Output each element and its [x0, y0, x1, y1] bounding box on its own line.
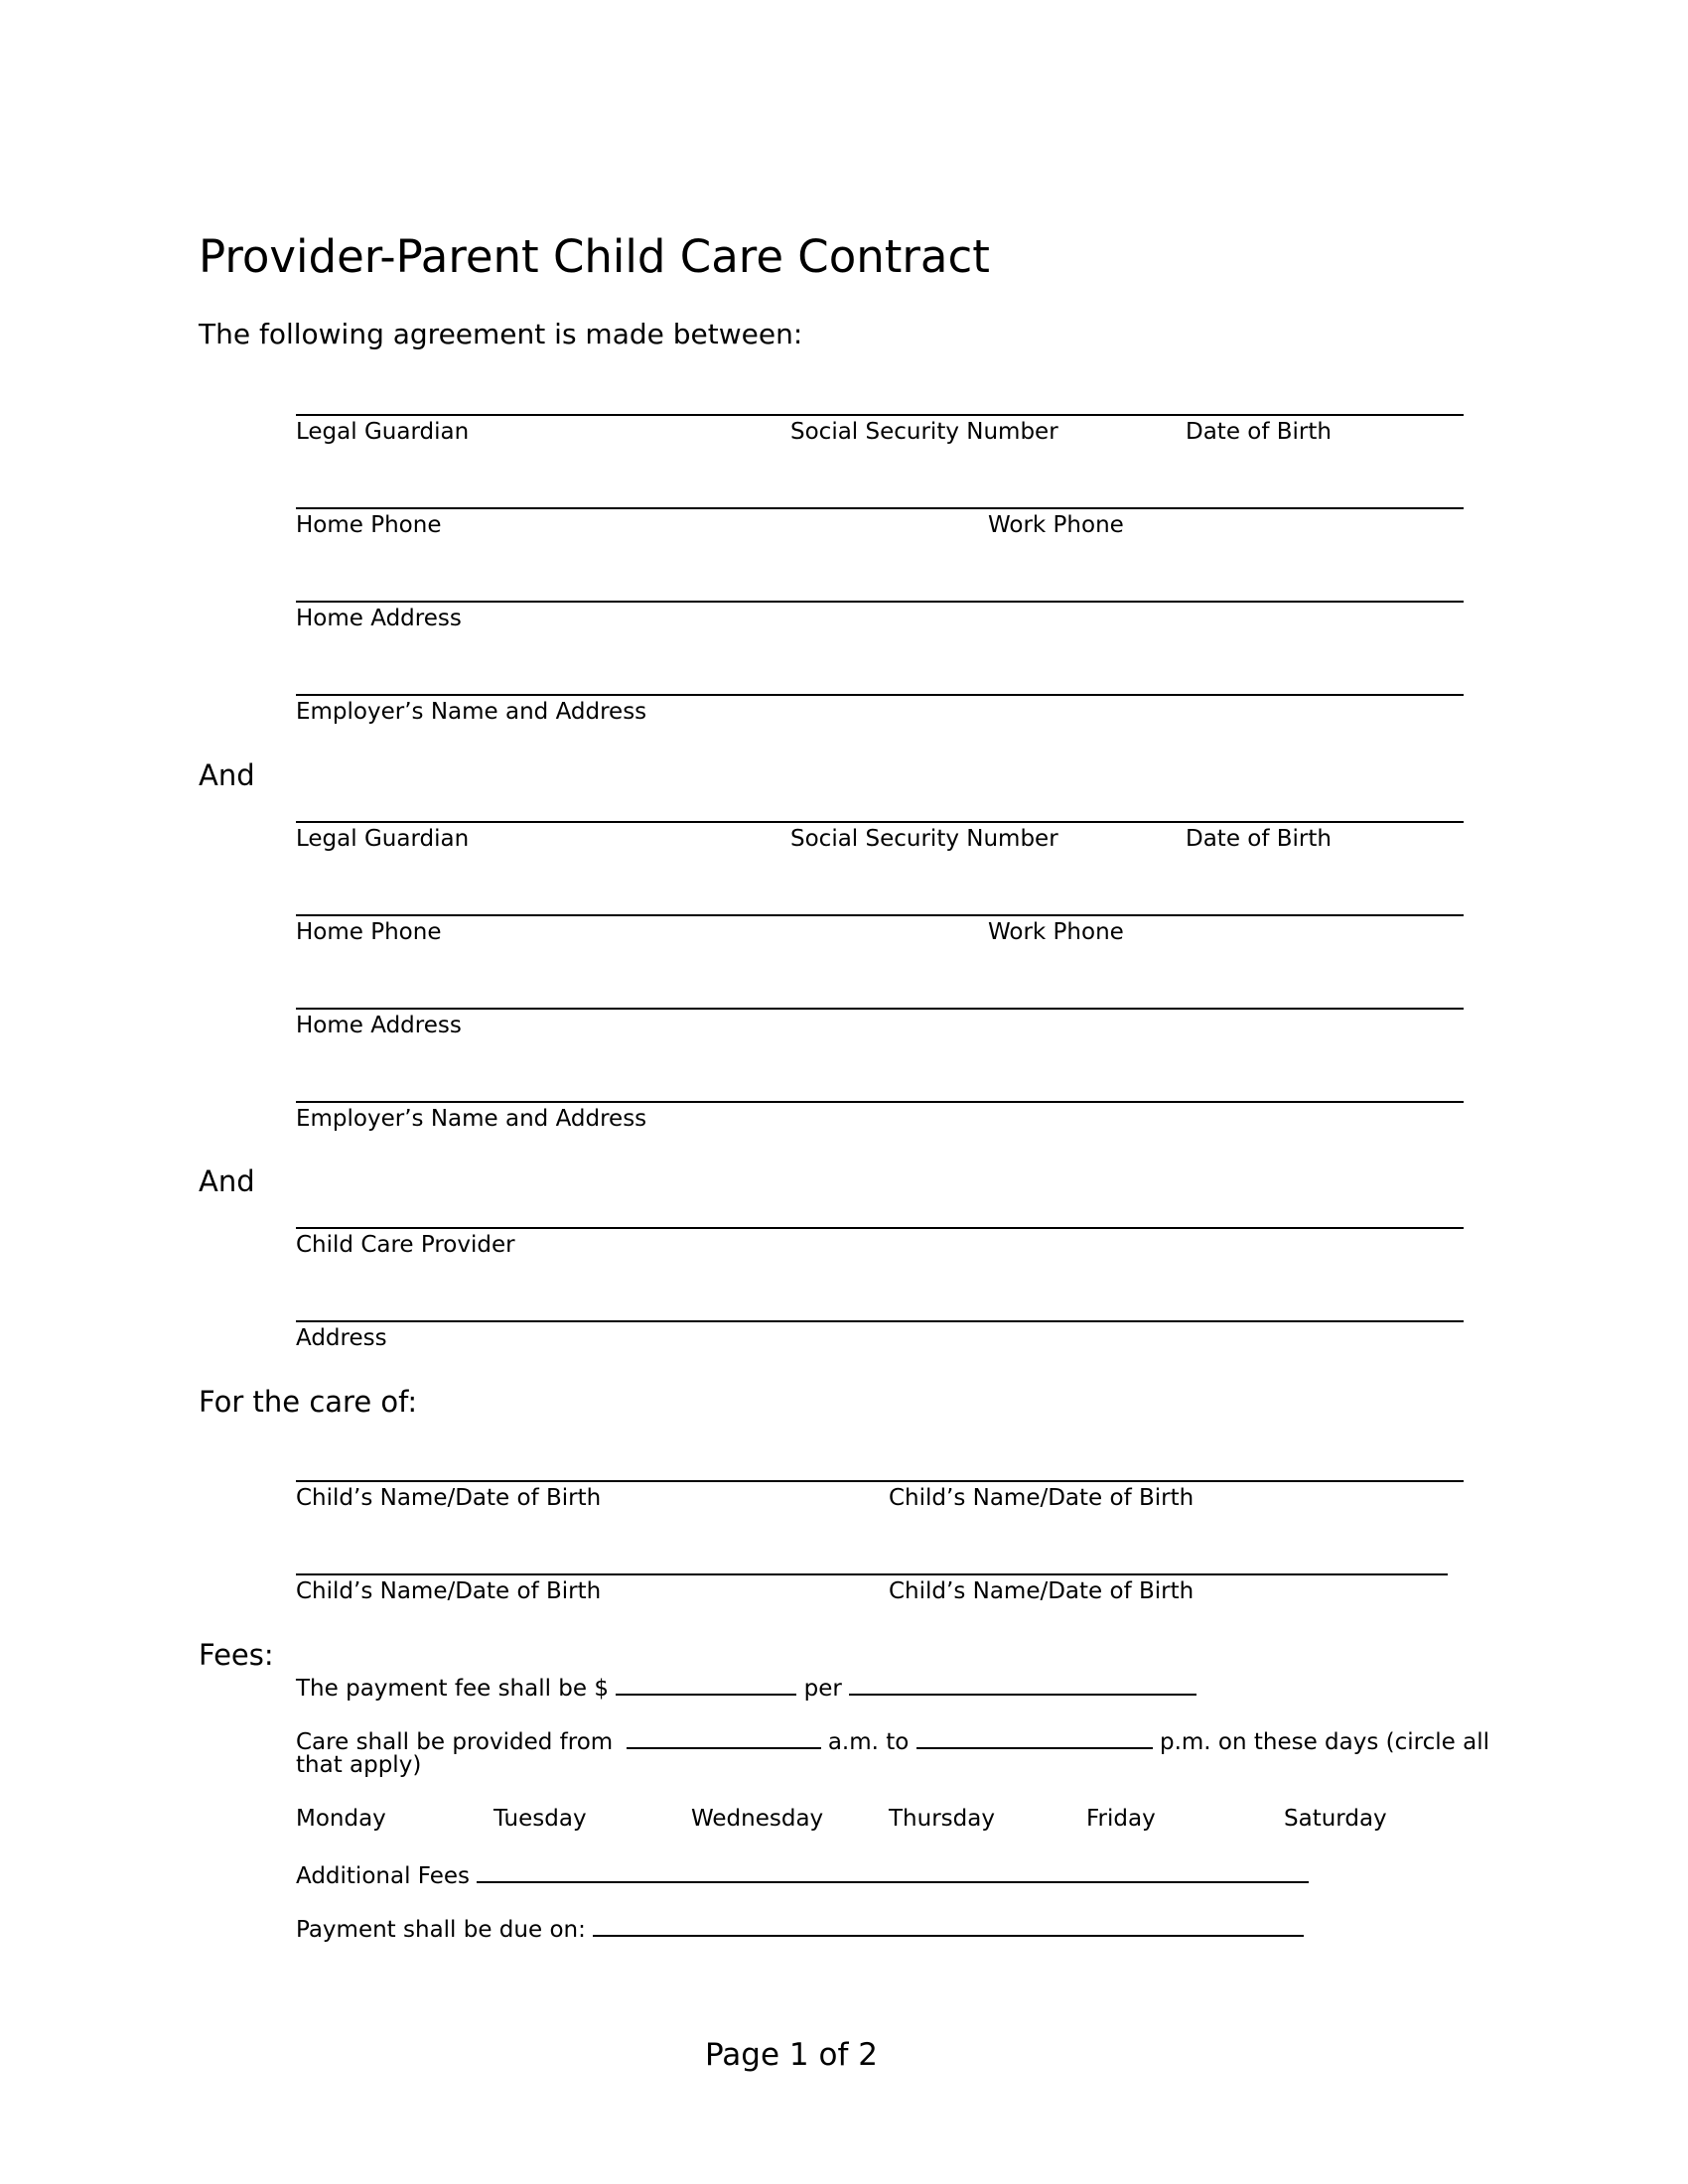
- additional-fees-row: [296, 1859, 1309, 1889]
- care-start-field[interactable]: [627, 1725, 821, 1749]
- guardian2-phone-line[interactable]: [296, 914, 1464, 916]
- am-to-label: a.m. to: [827, 1729, 910, 1755]
- payment-fee-prefix: The payment fee shall be $: [296, 1676, 610, 1702]
- provider-name-line[interactable]: [296, 1227, 1464, 1229]
- guardian1-employer-label: Employer’s Name and Address: [296, 699, 647, 725]
- page-number: Page 1 of 2: [705, 2037, 878, 2073]
- guardian2-home-address-label: Home Address: [296, 1013, 462, 1038]
- guardian1-work-phone-label: Work Phone: [988, 512, 1124, 538]
- payment-period-field[interactable]: [849, 1672, 1196, 1696]
- provider-address-label: Address: [296, 1325, 387, 1351]
- care-from-label: Care shall be provided from: [296, 1729, 614, 1755]
- payment-due-field[interactable]: [593, 1913, 1304, 1937]
- guardian1-legal-guardian-label: Legal Guardian: [296, 419, 470, 445]
- day-monday[interactable]: Monday: [296, 1806, 386, 1832]
- additional-fees-field[interactable]: [477, 1859, 1309, 1883]
- children-line-2[interactable]: [296, 1573, 1448, 1575]
- children-line-1[interactable]: [296, 1480, 1464, 1482]
- day-friday[interactable]: Friday: [1086, 1806, 1156, 1832]
- guardian1-home-phone-label: Home Phone: [296, 512, 442, 538]
- guardian2-address-line[interactable]: [296, 1008, 1464, 1010]
- guardian2-employer-label: Employer’s Name and Address: [296, 1106, 647, 1132]
- guardian2-ssn-label: Social Security Number: [790, 826, 1058, 852]
- child-label: Child’s Name/Date of Birth: [889, 1485, 1195, 1511]
- and-separator-2: And: [199, 1164, 255, 1198]
- day-tuesday[interactable]: Tuesday: [493, 1806, 587, 1832]
- guardian2-name-line[interactable]: [296, 821, 1464, 823]
- page-title: Provider-Parent Child Care Contract: [199, 230, 990, 283]
- guardian1-dob-label: Date of Birth: [1186, 419, 1332, 445]
- day-wednesday[interactable]: Wednesday: [691, 1806, 824, 1832]
- guardian1-address-line[interactable]: [296, 601, 1464, 603]
- payment-per-label: per: [803, 1676, 842, 1702]
- pm-days-continued: that apply): [296, 1752, 422, 1778]
- fees-heading: Fees:: [199, 1638, 274, 1672]
- pm-days-label: p.m. on these days (circle all: [1159, 1729, 1489, 1755]
- guardian2-work-phone-label: Work Phone: [988, 919, 1124, 945]
- guardian2-employer-line[interactable]: [296, 1101, 1464, 1103]
- payment-fee-row: [296, 1672, 1196, 1702]
- payment-amount-field[interactable]: [616, 1672, 796, 1696]
- child-label: Child’s Name/Date of Birth: [296, 1578, 602, 1604]
- payment-due-row: [296, 1913, 1304, 1943]
- provider-name-label: Child Care Provider: [296, 1232, 515, 1258]
- guardian1-ssn-label: Social Security Number: [790, 419, 1058, 445]
- guardian2-legal-guardian-label: Legal Guardian: [296, 826, 470, 852]
- payment-due-label: Payment shall be due on:: [296, 1917, 586, 1943]
- day-thursday[interactable]: Thursday: [889, 1806, 995, 1832]
- guardian1-name-line[interactable]: [296, 414, 1464, 416]
- care-hours-row: [296, 1725, 1489, 1755]
- care-of-heading: For the care of:: [199, 1385, 418, 1419]
- provider-address-line[interactable]: [296, 1320, 1464, 1322]
- day-saturday[interactable]: Saturday: [1284, 1806, 1387, 1832]
- guardian1-employer-line[interactable]: [296, 694, 1464, 696]
- and-separator-1: And: [199, 758, 255, 792]
- intro-text: The following agreement is made between:: [199, 318, 803, 350]
- additional-fees-label: Additional Fees: [296, 1863, 471, 1889]
- guardian1-phone-line[interactable]: [296, 507, 1464, 509]
- child-label: Child’s Name/Date of Birth: [889, 1578, 1195, 1604]
- guardian2-dob-label: Date of Birth: [1186, 826, 1332, 852]
- guardian2-home-phone-label: Home Phone: [296, 919, 442, 945]
- care-end-field[interactable]: [916, 1725, 1153, 1749]
- child-label: Child’s Name/Date of Birth: [296, 1485, 602, 1511]
- guardian1-home-address-label: Home Address: [296, 606, 462, 631]
